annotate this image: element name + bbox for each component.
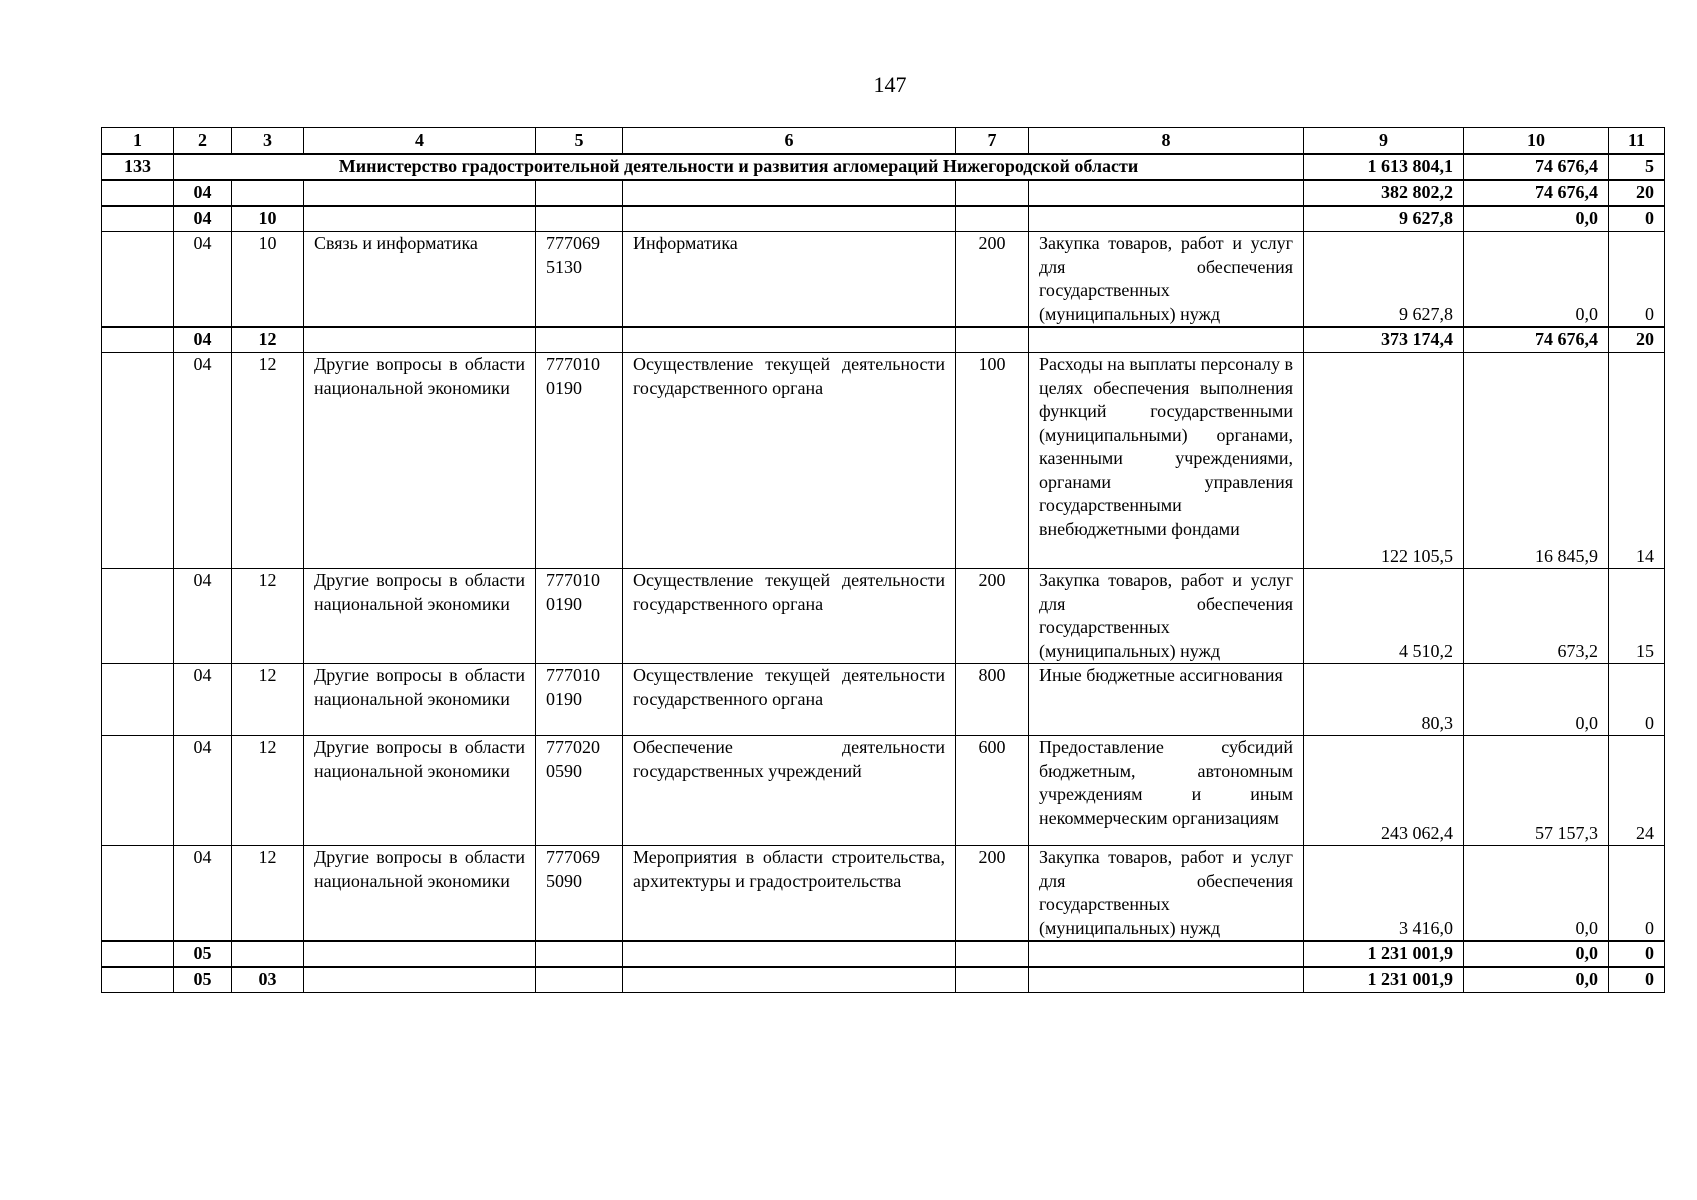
expense-row bbox=[102, 569, 1665, 664]
target-article-code: 777020 0590 bbox=[536, 736, 623, 846]
amount-col9: 1 231 001,9 bbox=[1304, 967, 1464, 993]
subtotal-row bbox=[102, 327, 1665, 353]
section-name: Связь и информатика bbox=[304, 232, 536, 328]
amount-col10: 74 676,4 bbox=[1464, 327, 1609, 353]
empty-cell bbox=[102, 327, 174, 353]
page-number: 147 bbox=[873, 72, 907, 97]
empty-cell bbox=[536, 180, 623, 206]
empty-cell bbox=[1029, 941, 1304, 967]
target-article-name: Осуществление текущей деятельности государственного органа bbox=[623, 569, 956, 664]
section-code: 04 bbox=[174, 569, 232, 664]
column-number: 7 bbox=[956, 128, 1029, 155]
section-code: 04 bbox=[174, 180, 232, 206]
amount-col10: 16 845,9 bbox=[1464, 353, 1609, 569]
section-code: 04 bbox=[174, 206, 232, 232]
amount-col10: 0,0 bbox=[1464, 664, 1609, 736]
subsection-code: 12 bbox=[232, 353, 304, 569]
empty-cell bbox=[956, 967, 1029, 993]
table-body bbox=[102, 128, 1665, 993]
agency-title: Министерство градостроительной деятельности и развития агломераций Нижегородской области bbox=[174, 154, 1304, 180]
expense-type-code: 800 bbox=[956, 664, 1029, 736]
empty-cell bbox=[102, 941, 174, 967]
amount-col10: 0,0 bbox=[1464, 206, 1609, 232]
target-article-name: Обеспечение деятельности государственных учреждений bbox=[623, 736, 956, 846]
section-code: 04 bbox=[174, 327, 232, 353]
subsection-code: 03 bbox=[232, 967, 304, 993]
amount-col10: 0,0 bbox=[1464, 967, 1609, 993]
expense-type-name: Закупка товаров, работ и услуг для обеспечения государственных (муниципальных) нужд bbox=[1029, 846, 1304, 942]
column-number: 3 bbox=[232, 128, 304, 155]
column-number: 5 bbox=[536, 128, 623, 155]
empty-cell bbox=[102, 846, 174, 942]
amount-col9: 9 627,8 bbox=[1304, 232, 1464, 328]
amount-col9: 1 231 001,9 bbox=[1304, 941, 1464, 967]
agency-code: 133 bbox=[102, 154, 174, 180]
section-code: 05 bbox=[174, 967, 232, 993]
expense-type-name: Закупка товаров, работ и услуг для обеспечения государственных (муниципальных) нужд bbox=[1029, 232, 1304, 328]
amount-col10: 57 157,3 bbox=[1464, 736, 1609, 846]
target-article-code: 777010 0190 bbox=[536, 664, 623, 736]
target-article-code: 777069 5090 bbox=[536, 846, 623, 942]
amount-col10: 0,0 bbox=[1464, 941, 1609, 967]
column-number: 1 bbox=[102, 128, 174, 155]
empty-cell bbox=[623, 967, 956, 993]
subtotal-row bbox=[102, 180, 1665, 206]
amount-col11: 20 bbox=[1609, 327, 1665, 353]
subtotal-row bbox=[102, 206, 1665, 232]
section-name: Другие вопросы в области национальной экономики bbox=[304, 569, 536, 664]
empty-cell bbox=[1029, 206, 1304, 232]
section-code: 04 bbox=[174, 736, 232, 846]
target-article-name: Мероприятия в области строительства, архитектуры и градостроительства bbox=[623, 846, 956, 942]
empty-cell bbox=[1029, 180, 1304, 206]
section-name: Другие вопросы в области национальной экономики bbox=[304, 664, 536, 736]
column-number: 2 bbox=[174, 128, 232, 155]
expense-type-code: 200 bbox=[956, 569, 1029, 664]
target-article-name: Осуществление текущей деятельности государственного органа bbox=[623, 353, 956, 569]
column-number: 8 bbox=[1029, 128, 1304, 155]
expense-type-code: 200 bbox=[956, 232, 1029, 328]
subsection-code bbox=[232, 941, 304, 967]
empty-cell bbox=[102, 353, 174, 569]
amount-col11: 0 bbox=[1609, 941, 1665, 967]
empty-cell bbox=[536, 967, 623, 993]
amount-col11: 0 bbox=[1609, 206, 1665, 232]
empty-cell bbox=[102, 736, 174, 846]
subsection-code bbox=[232, 180, 304, 206]
amount-col11: 5 bbox=[1609, 154, 1665, 180]
agency-total-row bbox=[102, 154, 1665, 180]
budget-table bbox=[101, 127, 1665, 993]
amount-col9: 243 062,4 bbox=[1304, 736, 1464, 846]
target-article-name: Осуществление текущей деятельности государственного органа bbox=[623, 664, 956, 736]
empty-cell bbox=[304, 180, 536, 206]
subsection-code: 12 bbox=[232, 569, 304, 664]
column-number: 4 bbox=[304, 128, 536, 155]
expense-type-code: 200 bbox=[956, 846, 1029, 942]
expense-row bbox=[102, 846, 1665, 942]
amount-col11: 24 bbox=[1609, 736, 1665, 846]
empty-cell bbox=[623, 327, 956, 353]
section-code: 04 bbox=[174, 232, 232, 328]
amount-col9: 382 802,2 bbox=[1304, 180, 1464, 206]
empty-cell bbox=[536, 327, 623, 353]
section-name: Другие вопросы в области национальной экономики bbox=[304, 736, 536, 846]
subtotal-row bbox=[102, 967, 1665, 993]
empty-cell bbox=[304, 941, 536, 967]
section-code: 04 bbox=[174, 353, 232, 569]
section-code: 05 bbox=[174, 941, 232, 967]
amount-col9: 1 613 804,1 bbox=[1304, 154, 1464, 180]
amount-col9: 373 174,4 bbox=[1304, 327, 1464, 353]
empty-cell bbox=[102, 206, 174, 232]
amount-col11: 20 bbox=[1609, 180, 1665, 206]
amount-col9: 80,3 bbox=[1304, 664, 1464, 736]
empty-cell bbox=[102, 232, 174, 328]
subtotal-row bbox=[102, 941, 1665, 967]
empty-cell bbox=[623, 180, 956, 206]
empty-cell bbox=[536, 941, 623, 967]
empty-cell bbox=[102, 664, 174, 736]
empty-cell bbox=[102, 569, 174, 664]
target-article-code: 777010 0190 bbox=[536, 353, 623, 569]
empty-cell bbox=[304, 967, 536, 993]
expense-type-name: Расходы на выплаты персоналу в целях обеспечения выполнения функций государственными (муниципальными) органами, казенными учреждениями, органами управления государственными внебюджетными фондами bbox=[1029, 353, 1304, 569]
amount-col11: 14 bbox=[1609, 353, 1665, 569]
expense-row bbox=[102, 232, 1665, 328]
amount-col10: 673,2 bbox=[1464, 569, 1609, 664]
column-number: 11 bbox=[1609, 128, 1665, 155]
amount-col9: 3 416,0 bbox=[1304, 846, 1464, 942]
subsection-code: 10 bbox=[232, 232, 304, 328]
empty-cell bbox=[956, 327, 1029, 353]
subsection-code: 12 bbox=[232, 736, 304, 846]
empty-cell bbox=[102, 967, 174, 993]
column-number-header-row bbox=[102, 128, 1665, 155]
expense-type-code: 100 bbox=[956, 353, 1029, 569]
expense-type-name: Предоставление субсидий бюджетным, автономным учреждениям и иным некоммерческим организациям bbox=[1029, 736, 1304, 846]
expense-row bbox=[102, 664, 1665, 736]
section-name: Другие вопросы в области национальной экономики bbox=[304, 846, 536, 942]
column-number: 6 bbox=[623, 128, 956, 155]
section-code: 04 bbox=[174, 664, 232, 736]
amount-col10: 0,0 bbox=[1464, 846, 1609, 942]
column-number: 9 bbox=[1304, 128, 1464, 155]
section-name: Другие вопросы в области национальной экономики bbox=[304, 353, 536, 569]
empty-cell bbox=[1029, 327, 1304, 353]
empty-cell bbox=[956, 206, 1029, 232]
expense-row bbox=[102, 736, 1665, 846]
expense-type-name: Закупка товаров, работ и услуг для обеспечения государственных (муниципальных) нужд bbox=[1029, 569, 1304, 664]
empty-cell bbox=[304, 206, 536, 232]
amount-col9: 122 105,5 bbox=[1304, 353, 1464, 569]
amount-col9: 4 510,2 bbox=[1304, 569, 1464, 664]
amount-col9: 9 627,8 bbox=[1304, 206, 1464, 232]
subsection-code: 12 bbox=[232, 664, 304, 736]
empty-cell bbox=[623, 941, 956, 967]
expense-type-code: 600 bbox=[956, 736, 1029, 846]
amount-col11: 0 bbox=[1609, 846, 1665, 942]
amount-col11: 0 bbox=[1609, 232, 1665, 328]
amount-col10: 74 676,4 bbox=[1464, 154, 1609, 180]
empty-cell bbox=[536, 206, 623, 232]
amount-col10: 74 676,4 bbox=[1464, 180, 1609, 206]
subsection-code: 12 bbox=[232, 327, 304, 353]
section-code: 04 bbox=[174, 846, 232, 942]
amount-col10: 0,0 bbox=[1464, 232, 1609, 328]
empty-cell bbox=[623, 206, 956, 232]
target-article-code: 777069 5130 bbox=[536, 232, 623, 328]
expense-type-name: Иные бюджетные ассигнования bbox=[1029, 664, 1304, 736]
empty-cell bbox=[956, 941, 1029, 967]
amount-col11: 15 bbox=[1609, 569, 1665, 664]
subsection-code: 10 bbox=[232, 206, 304, 232]
subsection-code: 12 bbox=[232, 846, 304, 942]
empty-cell bbox=[956, 180, 1029, 206]
empty-cell bbox=[102, 180, 174, 206]
empty-cell bbox=[304, 327, 536, 353]
amount-col11: 0 bbox=[1609, 967, 1665, 993]
target-article-name: Информатика bbox=[623, 232, 956, 328]
target-article-code: 777010 0190 bbox=[536, 569, 623, 664]
empty-cell bbox=[1029, 967, 1304, 993]
expense-row bbox=[102, 353, 1665, 569]
amount-col11: 0 bbox=[1609, 664, 1665, 736]
column-number: 10 bbox=[1464, 128, 1609, 155]
